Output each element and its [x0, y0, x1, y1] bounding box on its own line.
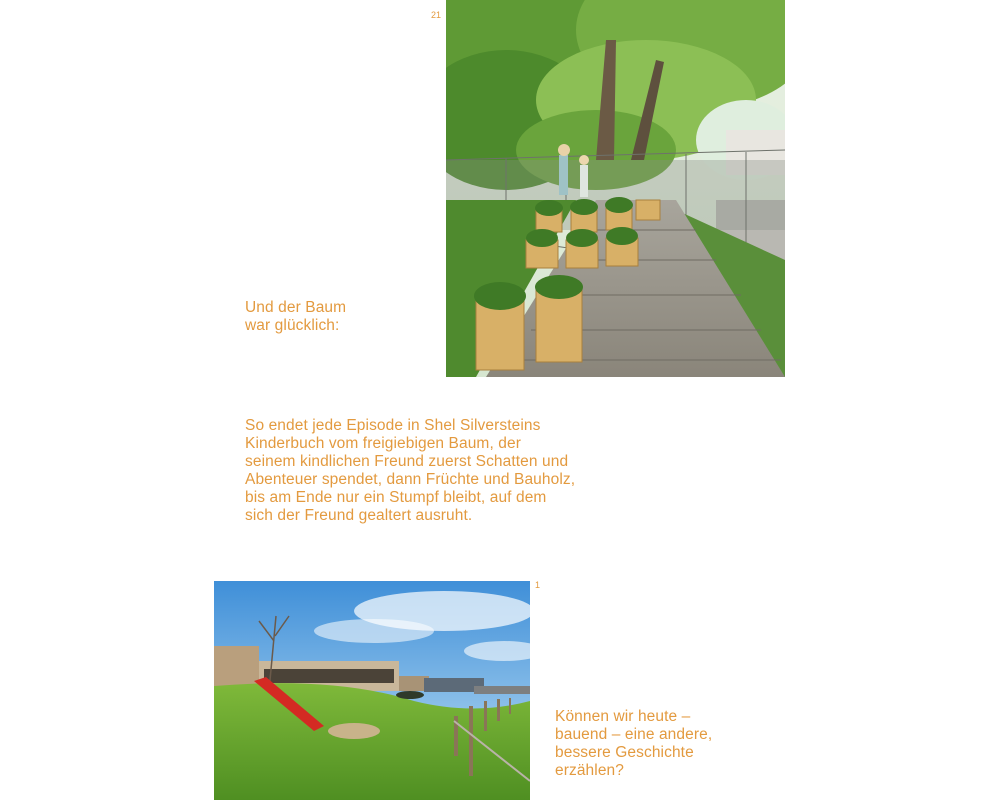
body-paragraph [245, 417, 605, 525]
quote-line-2: war glücklich: [245, 317, 340, 334]
paragraph-line: bis am Ende nur ein Stumpf bleibt, auf dem [245, 489, 547, 506]
rooftop-garden-photo [446, 0, 785, 377]
question-line: erzählen? [555, 762, 624, 779]
question-line: bauend – eine andere, [555, 726, 713, 743]
paragraph-line: seinem kindlichen Freund zuerst Schatten und [245, 453, 569, 470]
quote-text [245, 299, 346, 335]
page-number-bottom: 1 [535, 580, 541, 590]
kindergarten-lawn-photo [214, 581, 530, 800]
quote-line-1: Und der Baum [245, 299, 347, 316]
question-line: bessere Geschichte [555, 744, 694, 761]
paragraph-line: Abenteuer spendet, dann Früchte und Bauholz, [245, 471, 576, 488]
paragraph-line: So endet jede Episode in Shel Silversteins [245, 417, 541, 434]
page-number-top: 21 [431, 10, 442, 20]
question-line: Können wir heute – [555, 708, 691, 725]
question-text [555, 708, 712, 780]
paragraph-line: Kinderbuch vom freigiebigen Baum, der [245, 435, 521, 452]
paragraph-line: sich der Freund gealtert ausruht. [245, 507, 473, 524]
